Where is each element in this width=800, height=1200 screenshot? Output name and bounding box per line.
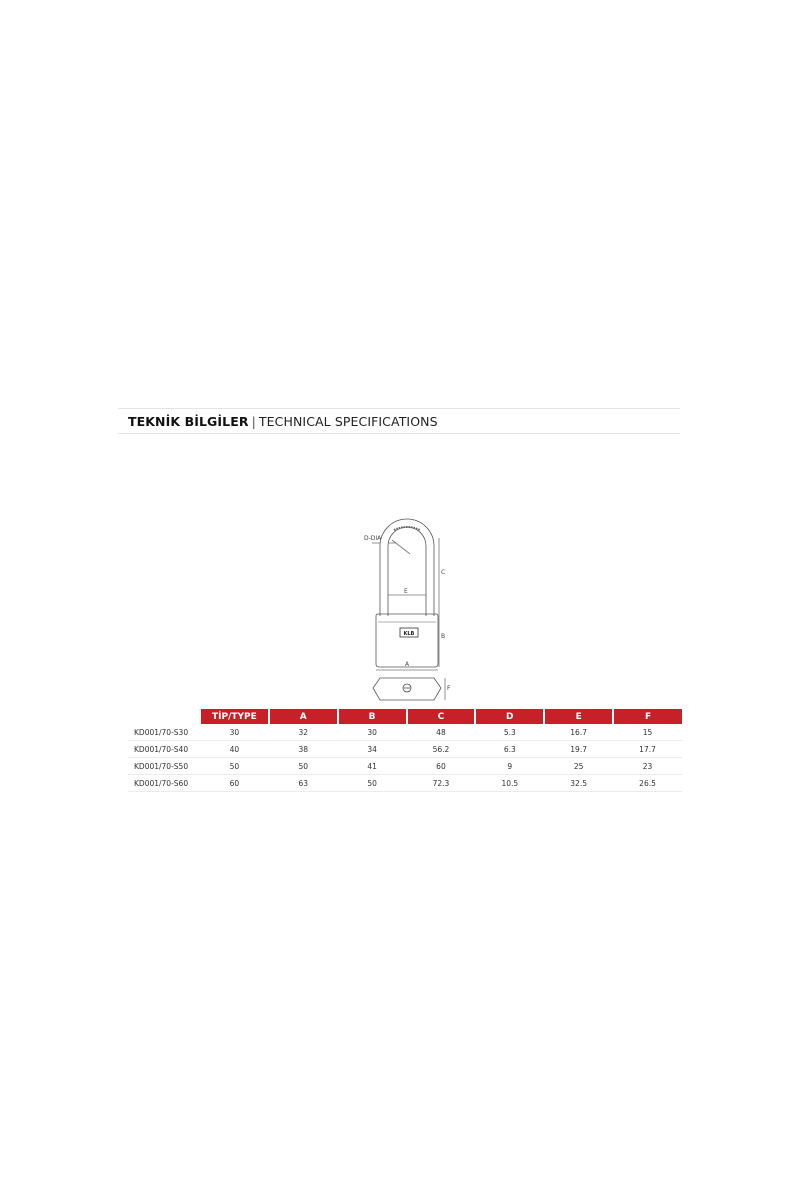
table-cell: 10.5 xyxy=(475,775,544,792)
table-row xyxy=(128,724,682,741)
header-d: D xyxy=(475,709,544,724)
table-cell: 30 xyxy=(200,724,269,741)
header-e: E xyxy=(544,709,613,724)
dim-label-e: E xyxy=(404,588,408,595)
table-cell: 23 xyxy=(613,758,682,775)
table-cell: 50 xyxy=(200,758,269,775)
dim-label-d: D-DIA xyxy=(364,535,382,542)
table-cell: 6.3 xyxy=(475,741,544,758)
table-cell: 56.2 xyxy=(407,741,476,758)
table-cell: 19.7 xyxy=(544,741,613,758)
padlock-top-view xyxy=(373,678,441,700)
model-code: KD001/70-S60 xyxy=(128,775,200,792)
table-row xyxy=(128,741,682,758)
body-logo-text: KLB xyxy=(403,631,415,637)
heading-title-en: TECHNICAL SPECIFICATIONS xyxy=(258,413,438,429)
header-empty-cell xyxy=(128,709,200,724)
table-cell: 41 xyxy=(338,758,407,775)
dim-label-a: A xyxy=(405,661,410,668)
table-cell: 60 xyxy=(407,758,476,775)
padlock-technical-drawing xyxy=(350,516,460,712)
shackle-inner xyxy=(388,527,426,616)
header-a: A xyxy=(269,709,338,724)
model-code: KD001/70-S50 xyxy=(128,758,200,775)
table-cell: 16.7 xyxy=(544,724,613,741)
table-cell: 50 xyxy=(338,775,407,792)
table-cell: 5.3 xyxy=(475,724,544,741)
table-cell: 25 xyxy=(544,758,613,775)
model-code: KD001/70-S30 xyxy=(128,724,200,741)
table-cell: 15 xyxy=(613,724,682,741)
table-cell: 32.5 xyxy=(544,775,613,792)
spec-table-header xyxy=(128,709,682,724)
dim-label-f: F xyxy=(447,685,451,692)
header-c: C xyxy=(407,709,476,724)
table-cell: 40 xyxy=(200,741,269,758)
table-cell: 63 xyxy=(269,775,338,792)
dim-label-b: B xyxy=(441,633,446,640)
header-f: F xyxy=(613,709,682,724)
table-row xyxy=(128,775,682,792)
table-cell: 17.7 xyxy=(613,741,682,758)
table-cell: 50 xyxy=(269,758,338,775)
header-b: B xyxy=(338,709,407,724)
table-cell: 38 xyxy=(269,741,338,758)
dim-label-c: C xyxy=(441,569,446,576)
model-code: KD001/70-S40 xyxy=(128,741,200,758)
section-heading xyxy=(118,408,680,434)
spec-table xyxy=(128,709,682,792)
heading-separator: | xyxy=(251,413,256,429)
table-cell: 26.5 xyxy=(613,775,682,792)
table-cell: 30 xyxy=(338,724,407,741)
heading-text xyxy=(118,414,438,429)
table-cell: 32 xyxy=(269,724,338,741)
table-cell: 48 xyxy=(407,724,476,741)
table-cell: 9 xyxy=(475,758,544,775)
table-cell: 60 xyxy=(200,775,269,792)
heading-title-tr: TEKNİK BİLGİLER xyxy=(128,413,249,429)
header-type: TİP/TYPE xyxy=(200,709,269,724)
table-cell: 34 xyxy=(338,741,407,758)
table-cell: 72.3 xyxy=(407,775,476,792)
table-row xyxy=(128,758,682,775)
